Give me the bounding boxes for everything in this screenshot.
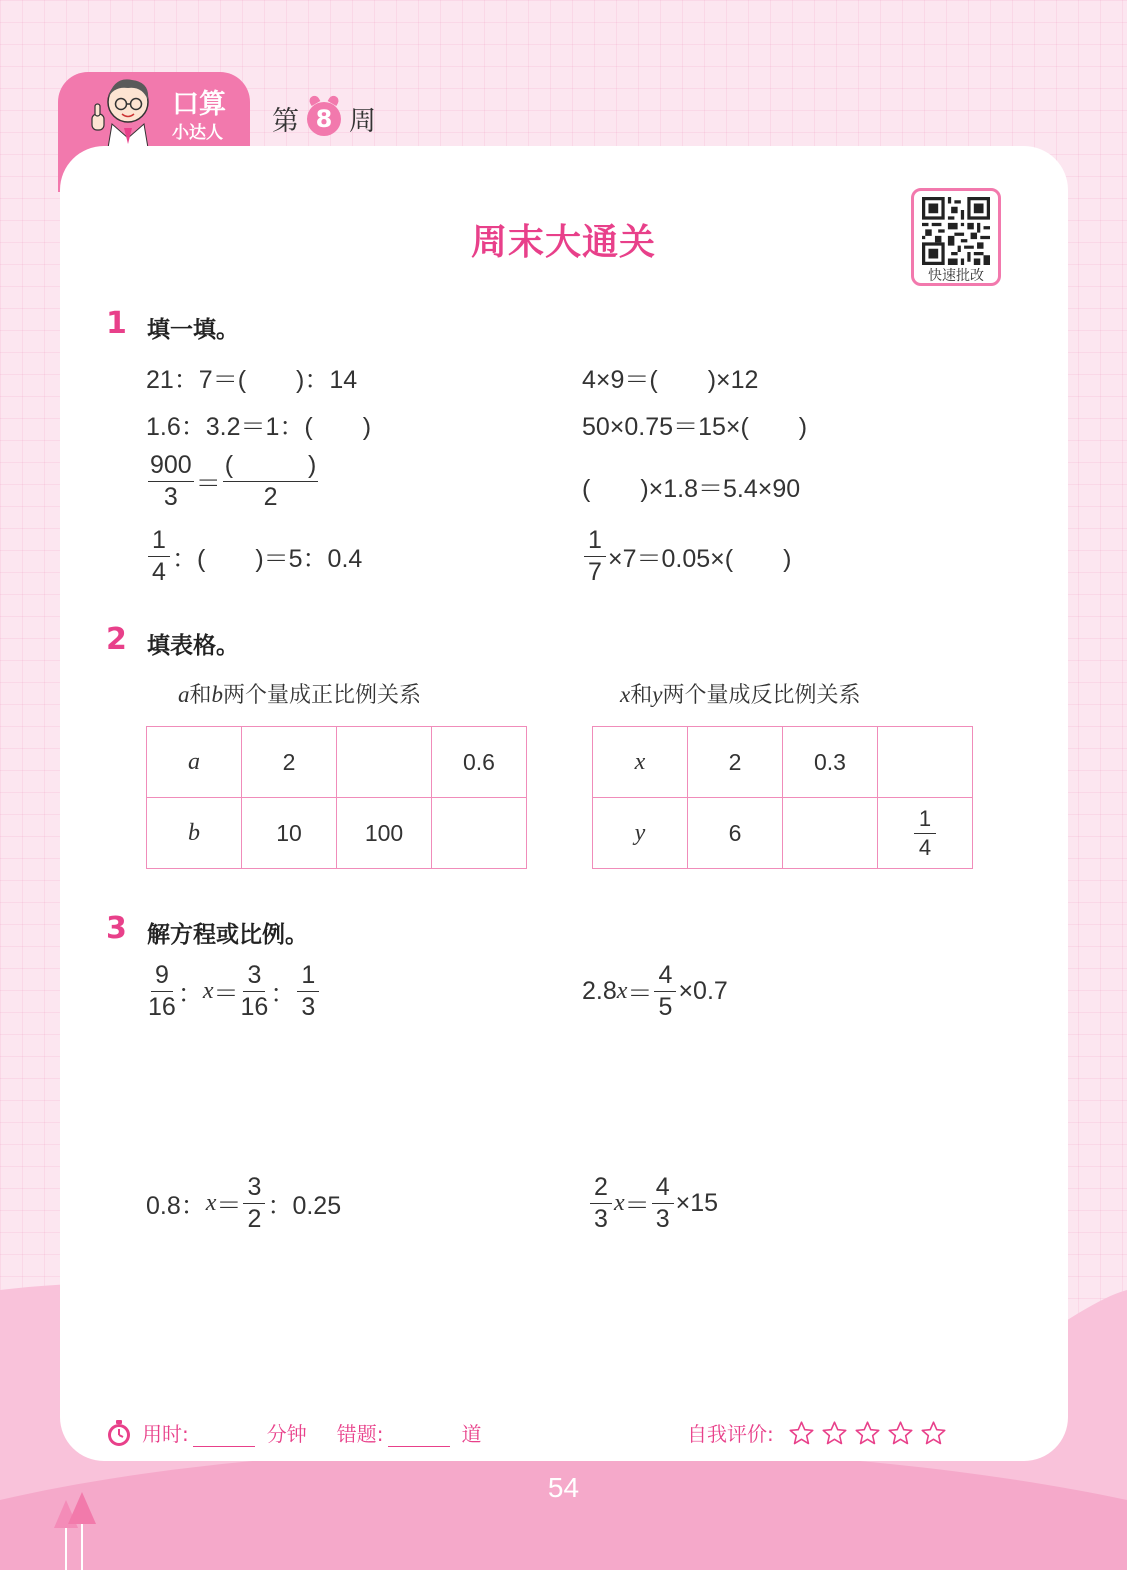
time-input[interactable]: [193, 1424, 255, 1447]
star-icon[interactable]: [854, 1420, 881, 1447]
expression-text: ：( )＝5：0.4: [172, 544, 363, 573]
s1-question-1[interactable]: 21：7＝( )：14: [146, 366, 358, 394]
table-cell: 0.6: [432, 727, 527, 798]
star-rating: [788, 1420, 947, 1447]
table-direct-proportion: [146, 726, 527, 869]
variable: x: [616, 978, 628, 1004]
week-suffix: 周: [349, 106, 376, 137]
footer-rating: [687, 1418, 947, 1447]
section-1-title: 填一填。: [147, 317, 239, 343]
errors-unit: 道: [461, 1422, 482, 1446]
errors-input[interactable]: [388, 1424, 450, 1447]
table-row: [147, 798, 527, 869]
s1-question-4[interactable]: 50×0.75＝15×( ): [582, 413, 808, 441]
equals-sign: ＝: [216, 1191, 242, 1220]
table-row: [593, 798, 973, 869]
fraction: $\frac{3}{2}$: [243, 1175, 265, 1232]
row-header-cell: b: [147, 798, 242, 869]
table-inverse-proportion: [592, 726, 973, 869]
section-3-title: 解方程或比例。: [147, 922, 308, 948]
tree-decoration-icon: [52, 1492, 98, 1570]
fraction: $\frac{1}{4}$: [914, 808, 936, 859]
time-label: 用时:: [142, 1422, 189, 1446]
table-cell: 2: [242, 727, 337, 798]
section-3-number: 3: [106, 911, 127, 946]
s1-question-3[interactable]: 1.6：3.2＝1：( ): [146, 413, 372, 441]
s3-equation-4[interactable]: [588, 1175, 718, 1232]
variable: x: [205, 1190, 217, 1216]
star-icon[interactable]: [788, 1420, 815, 1447]
blank-answer-cell[interactable]: [878, 727, 973, 798]
blank-answer-cell[interactable]: [337, 727, 432, 798]
star-icon[interactable]: [887, 1420, 914, 1447]
star-icon[interactable]: [920, 1420, 947, 1447]
equals-sign: ＝: [195, 469, 221, 498]
fraction-blank: $\frac{( )}{2}$: [224, 451, 317, 511]
blank-answer-cell[interactable]: [783, 798, 878, 869]
fraction: $\frac{1}{3}$: [297, 963, 319, 1020]
brand-subtitle: 小达人: [172, 123, 223, 143]
qr-code-icon: [922, 197, 990, 265]
table-2-caption: x和y两个量成反比例关系: [620, 682, 861, 708]
row-header-cell: a: [147, 727, 242, 798]
variable: x: [614, 1190, 625, 1216]
table-row: [593, 727, 973, 798]
qr-caption: 快速批改: [928, 268, 984, 284]
expression-text: 2.8: [582, 977, 617, 1005]
fraction: $\frac{3}{16}$: [240, 961, 269, 1021]
expression-text: ：0.25: [267, 1191, 342, 1220]
table-row: [147, 727, 527, 798]
fraction: $\frac{9}{16}$: [148, 961, 176, 1021]
s3-equation-1[interactable]: [146, 963, 321, 1020]
rating-label: 自我评价:: [687, 1422, 774, 1446]
s1-question-8[interactable]: [582, 528, 791, 585]
section-2-number: 2: [106, 622, 127, 657]
s3-equation-3[interactable]: [146, 1175, 341, 1232]
mascot-icon: [84, 72, 166, 148]
fraction: $\frac{4}{5}$: [654, 963, 676, 1020]
equals-sign: ＝: [213, 979, 239, 1008]
table-cell: [878, 798, 973, 869]
expression-text: ×15: [675, 1189, 719, 1217]
brand-title: 口算: [172, 89, 226, 120]
s1-question-5[interactable]: [146, 453, 320, 510]
expression-text: ×0.7: [678, 977, 728, 1005]
blank-answer-cell[interactable]: [432, 798, 527, 869]
table-1-caption: a和b两个量成正比例关系: [178, 682, 422, 708]
stopwatch-icon: [106, 1419, 132, 1447]
star-icon[interactable]: [821, 1420, 848, 1447]
table-cell: 10: [242, 798, 337, 869]
row-header-cell: x: [593, 727, 688, 798]
section-2-title: 填表格。: [147, 633, 239, 659]
footer-time-errors: [106, 1418, 482, 1447]
week-prefix: 第: [272, 106, 299, 137]
colon: ：: [270, 979, 296, 1008]
qr-code-box[interactable]: [911, 188, 1001, 286]
fraction: $\frac{1}{7}$: [584, 528, 606, 585]
s3-equation-2[interactable]: [582, 963, 728, 1020]
week-number-badge: 8: [307, 102, 341, 136]
fraction: $\frac{900}{3}$: [150, 451, 192, 511]
table-cell: 0.3: [783, 727, 878, 798]
fraction: $\frac{2}{3}$: [590, 1175, 612, 1232]
s1-question-2[interactable]: 4×9＝( )×12: [582, 366, 759, 394]
table-cell: 2: [688, 727, 783, 798]
equals-sign: ＝: [627, 979, 653, 1008]
table-cell: 6: [688, 798, 783, 869]
row-header-cell: y: [593, 798, 688, 869]
fraction: $\frac{1}{4}$: [148, 528, 170, 585]
section-1-number: 1: [106, 306, 127, 341]
table-cell: 100: [337, 798, 432, 869]
variable: x: [202, 978, 214, 1004]
week-indicator: [272, 99, 376, 138]
fraction: $\frac{4}{3}$: [652, 1175, 674, 1232]
expression-text: 0.8：: [146, 1191, 206, 1220]
s1-question-6[interactable]: ( )×1.8＝5.4×90: [582, 475, 801, 503]
equals-sign: ＝: [624, 1191, 650, 1220]
errors-label: 错题:: [336, 1422, 384, 1446]
time-unit: 分钟: [266, 1422, 307, 1446]
colon: ：: [177, 979, 203, 1008]
page-number: 54: [547, 1472, 580, 1503]
expression-text: ×7＝0.05×( ): [608, 544, 792, 573]
s1-question-7[interactable]: [146, 528, 362, 585]
page-title: 周末大通关: [470, 222, 656, 263]
